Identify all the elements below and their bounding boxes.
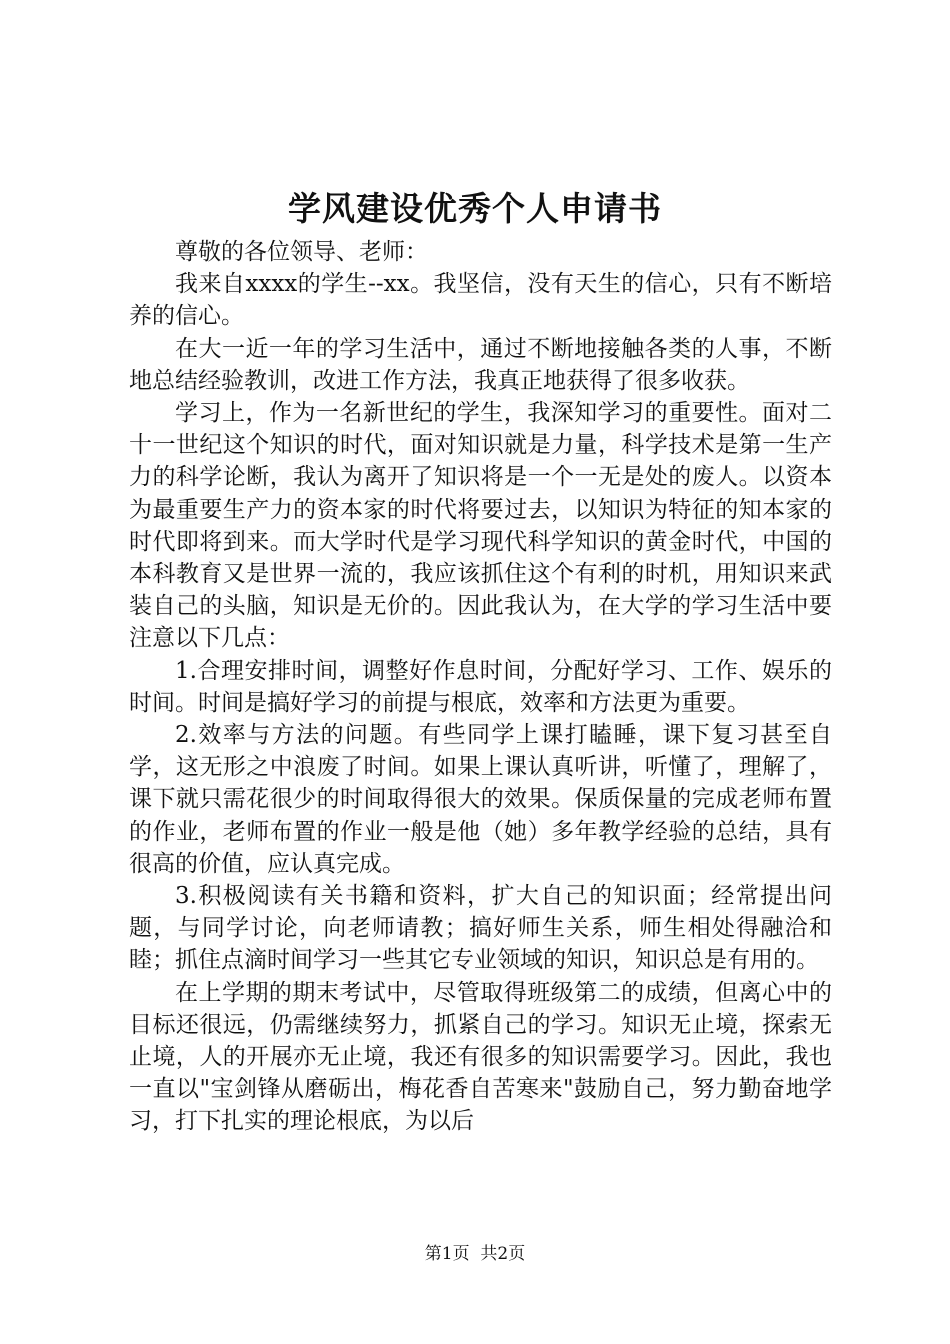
list-item-efficiency: 2.效率与方法的问题。有些同学上课打瞌睡，课下复习甚至自学，这无形之中浪废了时间。如果上课认真听讲，听懂了，理解了，课下就只需花很少的时间取得很大的效果。保质保量的完成老师布置的作业，老师布置的作业一般是他（她）多年教学经验的总结，具有很高的价值，应认真完成。 (129, 722, 832, 877)
page-title: 学风建设优秀个人申请书 (288, 189, 662, 228)
page-number: 第1页 (424, 1244, 470, 1264)
salutation: 尊敬的各位领导、老师： (175, 239, 428, 265)
paragraph-exam: 在上学期的期末考试中，尽管取得班级第二的成绩，但离心中的目标还很远，仍需继续努力，抓紧自己的学习。知识无止境，探索无止境，人的开展亦无止境，我还有很多的知识需要学习。因此，我也一直以"宝剑锋从磨砺出，梅花香自苦寒来"鼓励自己，努力勤奋地学习，打下扎实的理论根底，为以后 (129, 979, 832, 1135)
page-footer (0, 1242, 950, 1266)
list-item-time: 1.合理安排时间，调整好作息时间，分配好学习、工作、娱乐的时间。时间是搞好学习的前提与根底，效率和方法更为重要。 (129, 657, 832, 716)
paragraph-study: 学习上，作为一名新世纪的学生，我深知学习的重要性。面对二十一世纪这个知识的时代，面对知识就是力量，科学技术是第一生产力的科学论断，我认为离开了知识将是一个一无是处的废人。以资本为最重要生产力的资本家的时代将要过去，以知识为特征的知本家的时代即将到来。而大学时代是学习现代科学知识的黄金时代，中国的本科教育又是世界一流的，我应该抓住这个有利的时机，用知识来武装自己的头脑，知识是无价的。因此我认为，在大学的学习生活中要注意以下几点： (129, 400, 832, 652)
page-total: 共2页 (480, 1244, 526, 1264)
paragraph-freshman-year: 在大一近一年的学习生活中，通过不断地接触各类的人事，不断地总结经验教训，改进工作方法，我真正地获得了很多收获。 (129, 335, 832, 394)
paragraph-intro: 我来自xxxx的学生--xx。我坚信，没有天生的信心，只有不断培养的信心。 (129, 271, 832, 330)
document-body (129, 236, 832, 1138)
list-item-reading: 3.积极阅读有关书籍和资料，扩大自己的知识面；经常提出问题，与同学讨论，向老师请教；搞好师生关系，师生相处得融洽和睦；抓住点滴时间学习一些其它专业领域的知识，知识总是有用的。 (129, 883, 832, 974)
